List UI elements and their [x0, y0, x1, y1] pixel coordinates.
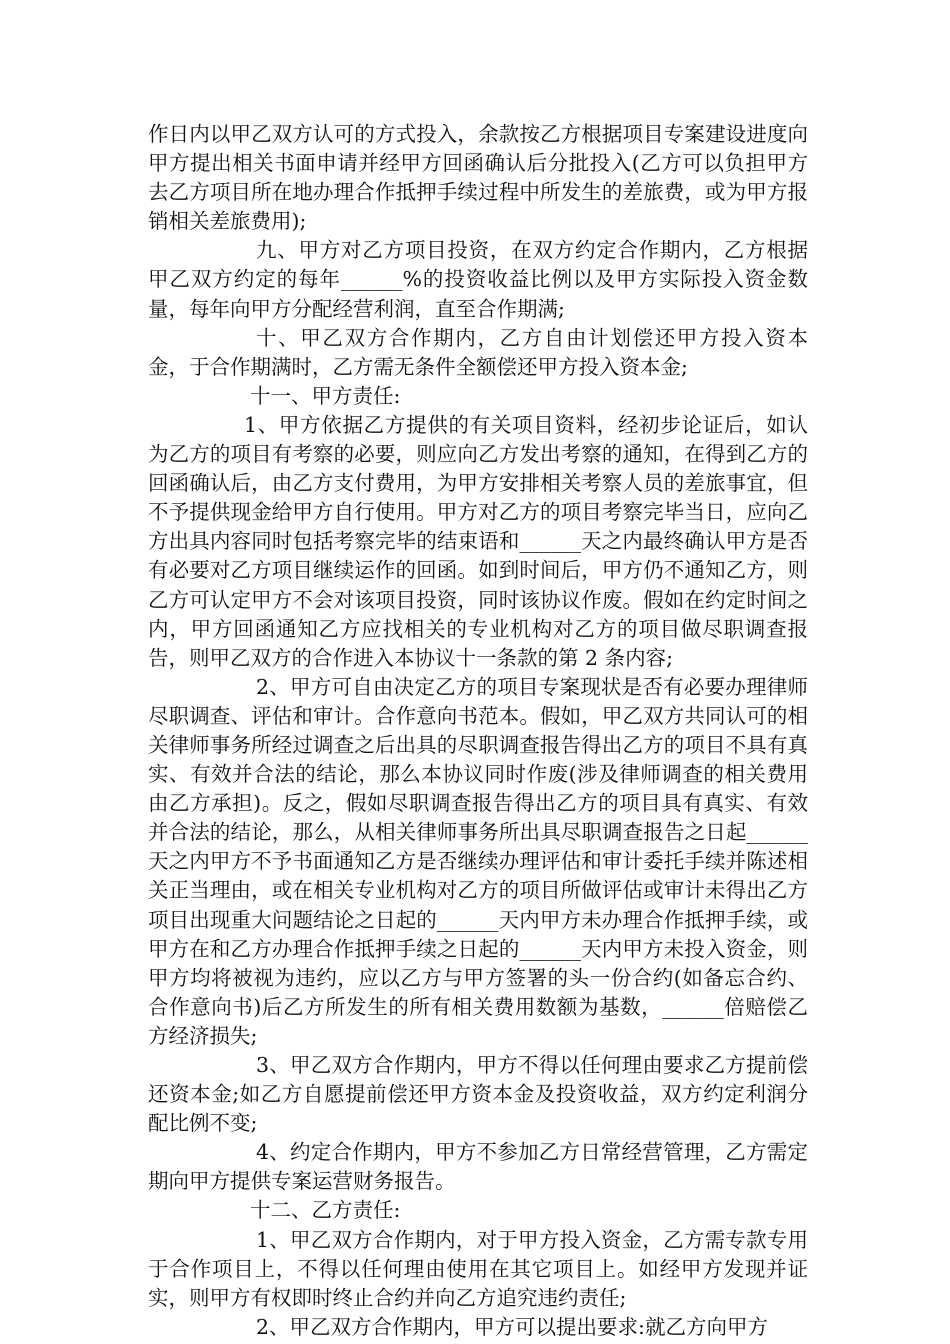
paragraph-clause-11-item-1: 1、甲方依据乙方提供的有关项目资料，经初步论证后，如认为乙方的项目有考察的必要，则应向乙方发出考察的通知，在得到乙方的回函确认后，由乙方支付费用，为甲方安排相关考察人员的差旅事宜，但不予提供现金给甲方自行使用。甲方对乙方的项目考察完毕当日，应向乙方出具内容同时包括考察完毕的结束语和______天之内最终确认甲方是否有必要对乙方项目继续运作的回函。如到时间后，甲方仍不通知乙方，则乙方可认定甲方不会对该项目投资，同时该协议作废。假如在约定时间之内，甲方回函通知乙方应找相关的专业机构对乙方的项目做尽职调查报告，则甲乙双方的合作进入本协议十一条款的第 2 条内容;: [148, 412, 808, 670]
document-body: [148, 120, 808, 1342]
paragraph-clause-11-item-2: 2、甲方可自由决定乙方的项目专案现状是否有必要办理律师尽职调查、评估和审计。合作意向书范本。假如，甲乙双方共同认可的相关律师事务所经过调查之后出具的尽职调查报告得出乙方的项目不具有真实、有效并合法的结论，那么本协议同时作废(涉及律师调查的相关费用由乙方承担)。反之，假如尽职调查报告得出乙方的项目具有真实、有效并合法的结论，那么，从相关律师事务所出具尽职调查报告之日起______天之内甲方不予书面通知乙方是否继续办理评估和审计委托手续并陈述相关正当理由，或在相关专业机构对乙方的项目所做评估或审计未得出乙方项目出现重大问题结论之日起的______天内甲方未办理合作抵押手续，或甲方在和乙方办理合作抵押手续之日起的______天内甲方未投入资金，则甲方均将被视为违约，应以乙方与甲方签署的头一份合约(如备忘合约、合作意向书)后乙方所发生的所有相关费用数额为基数，______倍赔偿乙方经济损失;: [148, 674, 808, 1048]
heading-clause-11-party-a-duties: 十一、甲方责任:: [250, 383, 401, 408]
paragraph-clause-12-item-1: 1、甲乙双方合作期内，对于甲方投入资金，乙方需专款专用于合作项目上，不得以任何理由使用在其它项目上。如经甲方发现并证实，则甲方有权即时终止合约并向乙方追究违约责任;: [148, 1227, 808, 1310]
paragraph-clause-11-item-4: 4、约定合作期内，甲方不参加乙方日常经营管理，乙方需定期向甲方提供专案运营财务报告。: [148, 1140, 808, 1194]
paragraph-clause-12-item-2: 2、甲乙双方合作期内，甲方可以提出要求:就乙方向甲方: [256, 1314, 768, 1339]
paragraph-clause-9-profit-distribution: 九、甲方对乙方项目投资，在双方约定合作期内，乙方根据甲乙双方约定的每年______%的投资收益比例以及甲方实际投入资金数量，每年向甲方分配经营利润，直至合作期满;: [148, 238, 808, 321]
heading-clause-12-party-b-duties: 十二、乙方责任:: [250, 1198, 401, 1223]
paragraph-clause-11-item-3: 3、甲乙双方合作期内，甲方不得以任何理由要求乙方提前偿还资本金;如乙方自愿提前偿还甲方资本金及投资收益，双方约定利润分配比例不变;: [148, 1053, 808, 1136]
paragraph-clause-10-capital-repayment: 十、甲乙双方合作期内，乙方自由计划偿还甲方投入资本金，于合作期满时，乙方需无条件全额偿还甲方投入资本金;: [148, 325, 808, 379]
paragraph-investment-method: 作日内以甲乙双方认可的方式投入，余款按乙方根据项目专案建设进度向甲方提出相关书面申请并经甲方回函确认后分批投入(乙方可以负担甲方去乙方项目所在地办理合作抵押手续过程中所发生的差旅费，或为甲方报销相关差旅费用);: [148, 122, 808, 234]
